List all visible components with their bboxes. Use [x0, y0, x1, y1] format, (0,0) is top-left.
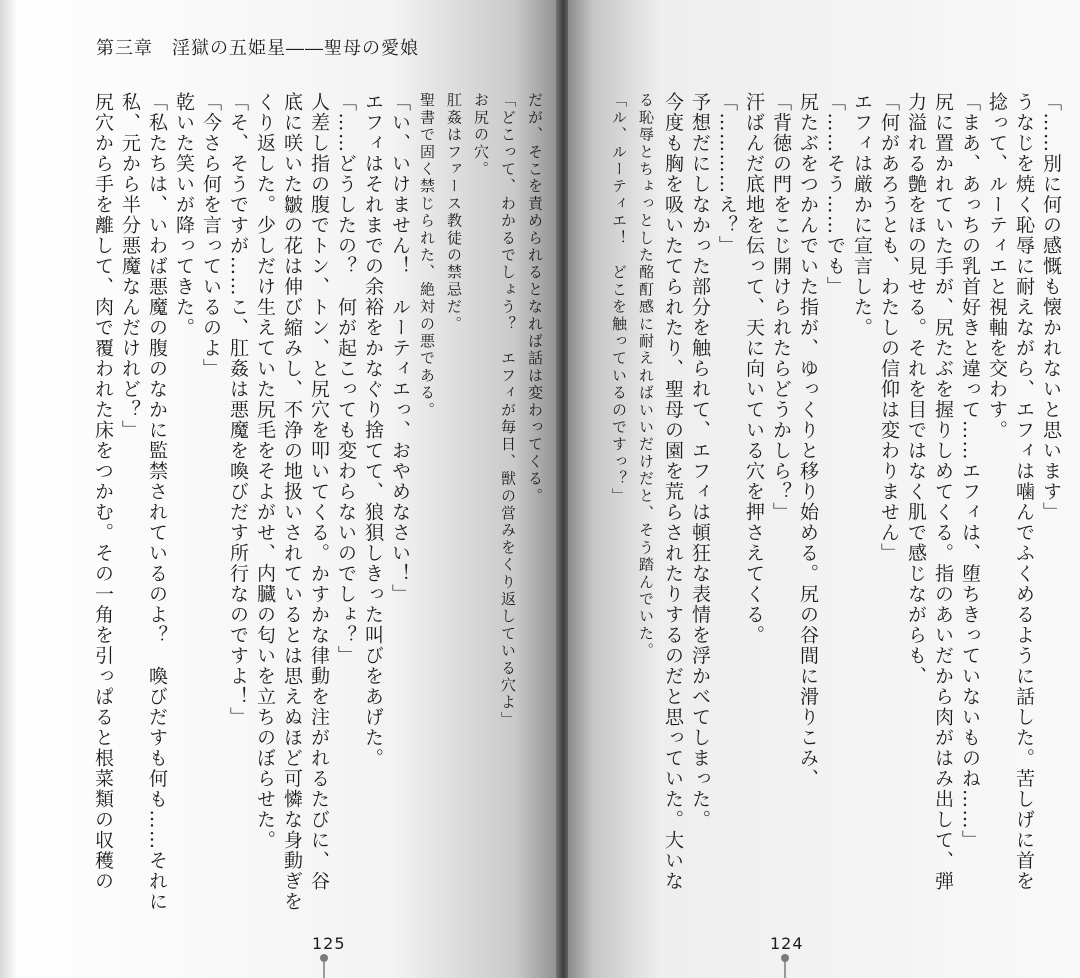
- text-line: 「私たちは、いわば悪魔の腹のなかに監禁されているのよ？ 喚びだすも何も……それに: [146, 92, 168, 912]
- text-line: 予想だにしなかった部分を触られて、エフィは頓狂な表情を浮かべてしまった。: [689, 92, 711, 830]
- text-line: 人差し指の腹でトン、トン、と尻穴を叩いてくる。かすかな律動を注がれるたびに、谷: [308, 92, 330, 892]
- text-line: 今度も胸を吸いたてられたり、聖母の園を荒らされたりするのだと思っていた。大いな: [662, 92, 684, 892]
- text-line: る恥辱とちょっとした酩酊感に耐えればいいだけだと、そう踏んでいた。: [637, 92, 655, 660]
- text-line: 「い、いけません！ ルーティエっ、おやめなさい！」: [389, 92, 411, 605]
- text-line: 私、元から半分悪魔なんだけれど？」: [119, 92, 141, 441]
- text-line: エフィはそれまでの余裕をかなぐり捨てて、狼狽しきった叫びをあげた。: [362, 92, 384, 769]
- text-line: 乾いた笑いが降ってきた。: [173, 92, 195, 338]
- text-line: 汗ばんだ底地を伝って、天に向いている穴を押さえてくる。: [743, 92, 765, 646]
- text-line: 「何があろうとも、わたしの信仰は変わりません」: [878, 92, 900, 564]
- text-line: 「……どうしたの？ 何が起こっても変わらないのでしょ？」: [335, 92, 357, 666]
- text-line: 「背徳の門をこじ開けられたらどうかしら？」: [770, 92, 792, 523]
- text-line: 捻って、ルーティエと視軸を交わす。: [986, 92, 1008, 441]
- running-head: 第三章 淫獄の五姫星――聖母の愛娘: [96, 38, 419, 59]
- left-page-text: [89, 92, 548, 912]
- text-line: くり返した。少しだけ生えていた尻毛をそよがせ、内臓の匂いを立ちのぼらせた。: [254, 92, 276, 851]
- text-line: 聖書で固く禁じられた、絶対の悪である。: [418, 92, 436, 419]
- text-line: 肛姦はファース教徒の禁忌だ。: [445, 92, 463, 333]
- bookmark-ribbon-line: [784, 962, 786, 978]
- text-line: うなじを焼く恥辱に耐えながら、エフィは噛んでふくめるように話した。苦しげに首を: [1013, 92, 1035, 892]
- right-page: [568, 0, 1080, 978]
- text-line: 「…………え？」: [716, 92, 738, 256]
- text-line: 「今さら何を言っているのよ」: [200, 92, 222, 379]
- bookmark-ribbon-icon: [781, 954, 789, 962]
- text-line: お尻の穴。: [472, 92, 490, 178]
- bookmark-ribbon-icon: [320, 954, 328, 962]
- text-line: 「そ、そうですが……こ、肛姦は悪魔を喚びだす所行なのですよ！」: [227, 92, 249, 728]
- page-edge: [0, 0, 18, 978]
- text-line: 「……別に何の感慨も懐かれないと思います」: [1040, 92, 1062, 523]
- text-line: 力溢れる艶をほの見せる。それを目ではなく肌で感じながらも、: [905, 92, 927, 687]
- text-line: 「……そう……でも」: [824, 92, 846, 297]
- text-line: 「まあ、あっちの乳首好きと違って……エフィは、堕ちきっていないものね……」: [959, 92, 981, 851]
- text-line: 尻穴から手を離して、肉で覆われた床をつかむ。その一角を引っぱると根菜類の収穫の: [92, 92, 114, 892]
- text-line: エフィは厳かに宣言した。: [851, 92, 873, 338]
- text-line: 「ル、ルーティエ！ どこを触っているのですっ？」: [610, 92, 628, 505]
- text-line: 尻たぶをつかんでいた指が、ゆっくりと移り始める。尻の谷間に滑りこみ、: [797, 92, 819, 789]
- page-number: 125: [312, 934, 346, 953]
- text-line: 底に咲いた皺の花は伸び縮みし、不浄の地扱いされているとは思えぬほど可憐な身動ぎを: [281, 92, 303, 912]
- right-page-text: [605, 92, 1064, 892]
- bookmark-ribbon-line: [323, 962, 325, 978]
- text-line: だが、そこを責められるとなれば話は変わってくる。: [526, 92, 544, 505]
- text-line: 尻に置かれていた手が、尻たぶを握りしめてくる。指のあいだから肉がはみ出して、弾: [932, 92, 954, 892]
- page-number: 124: [770, 934, 804, 953]
- text-line: 「どこって、わかるでしょう？ エフィが毎日、獣の営みをくり返している穴よ」: [499, 92, 517, 729]
